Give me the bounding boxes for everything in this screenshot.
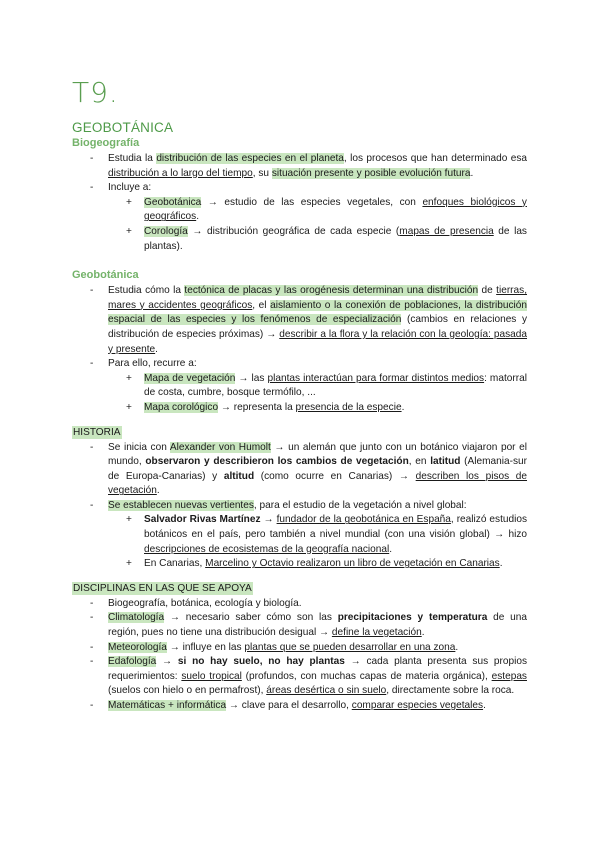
list-item: - Incluye a: + Geobotánica → estudio de las especies vegetales, con enfoques biológicos y geográficos. + Corología → distribución geográfica de cada especie (mapas de presencia de las plantas).	[108, 181, 527, 254]
geobotanica-list	[72, 284, 527, 415]
historia-sublist	[108, 513, 527, 571]
heading-disciplinas: DISCIPLINAS EN LAS QUE SE APOYA	[73, 582, 252, 594]
list-item: - Para ello, recurre a: + Mapa de vegetación → las plantas interactúan para formar distintos medios: matorral de costa, cumbre, bosque termófilo, ... + Mapa corológico → representa la presencia de la especie.	[108, 357, 527, 415]
historia-list	[72, 441, 527, 572]
sub-list-item: + Geobotánica → estudio de las especies vegetales, con enfoques biológicos y geográficos.	[144, 196, 527, 225]
disciplinas-list	[72, 597, 527, 714]
list-item: - Meteorología → influye en las plantas que se pueden desarrollar en una zona.	[108, 641, 527, 656]
sub-list-item: + Mapa corológico → representa la presencia de la especie.	[144, 401, 527, 416]
topic-number: T9.	[72, 76, 119, 109]
heading-historia: HISTORIA	[73, 426, 121, 438]
list-item: - Biogeografía, botánica, ecología y biología.	[108, 597, 527, 612]
biogeografia-list	[72, 152, 527, 254]
page-title: GEOBOTÁNICA	[72, 120, 174, 135]
biogeografia-sublist	[108, 196, 527, 254]
heading-biogeografia: Biogeografía	[72, 137, 140, 149]
sub-list-item: + Mapa de vegetación → las plantas interactúan para formar distintos medios: matorral de costa, cumbre, bosque termófilo, ...	[144, 372, 527, 401]
list-item: - Climatología → necesario saber cómo son las precipitaciones y temperatura de una región, pues no tiene una distribución desigual → define la vegetación.	[108, 611, 527, 640]
list-item: - Estudia cómo la tectónica de placas y las orogénesis determinan una distribución de tierras, mares y accidentes geográficos, el aislamiento o la conexión de poblaciones, la distribución espacial de las especies y los fenómenos de especialización (cambios en relaciones y distribución de especies próximas) → describir a la flora y la relación con la geología: pasada y presente.	[108, 284, 527, 357]
list-item: - Edafología → si no hay suelo, no hay plantas → cada planta presenta sus propios requerimientos: suelo tropical (profundos, con muchas capas de materia orgánica), estepas (suelos con hielo o en permafrost), áreas desértica o sin suelo, directamente sobre la roca.	[108, 655, 527, 699]
geobotanica-sublist	[108, 372, 527, 416]
document-body	[72, 120, 527, 714]
list-item: - Se establecen nuevas vertientes, para el estudio de la vegetación a nivel global: + Salvador Rivas Martínez → fundador de la geobotánica en España, realizó estudios botánicos en el país, pero también a nivel mundial (con una visión global) → hizo descripciones de ecosistemas de la geografía nacional. + En Canarias, Marcelino y Octavio realizaron un libro de vegetación en Canarias.	[108, 499, 527, 572]
sub-list-item: + En Canarias, Marcelino y Octavio realizaron un libro de vegetación en Canarias.	[144, 557, 527, 572]
list-item: - Estudia la distribución de las especies en el planeta, los procesos que han determinado esa distribución a lo largo del tiempo, su situación presente y posible evolución futura.	[108, 152, 527, 181]
list-item: - Matemáticas + informática → clave para el desarrollo, comparar especies vegetales.	[108, 699, 527, 714]
sub-list-item: + Salvador Rivas Martínez → fundador de la geobotánica en España, realizó estudios botánicos en el país, pero también a nivel mundial (con una visión global) → hizo descripciones de ecosistemas de la geografía nacional.	[144, 513, 527, 557]
sub-list-item: + Corología → distribución geográfica de cada especie (mapas de presencia de las plantas).	[144, 225, 527, 254]
list-item: - Se inicia con Alexander von Humolt → un alemán que junto con un botánico viajaron por el mundo, observaron y describieron los cambios de vegetación, en latitud (Alemania-sur de Europa-Canarias) y altitud (como ocurre en Canarias) → describen los pisos de vegetación.	[108, 441, 527, 499]
heading-geobotanica: Geobotánica	[72, 269, 139, 282]
